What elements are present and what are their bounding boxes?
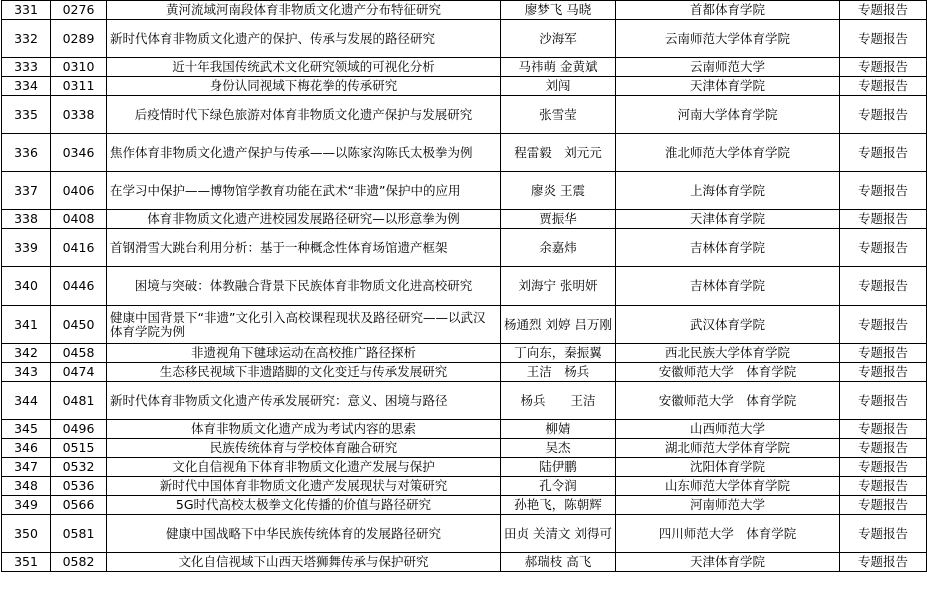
authors-cell: 贾振华 bbox=[501, 210, 616, 229]
authors-cell: 杨通烈 刘婷 吕万刚 bbox=[501, 306, 616, 344]
row-number-cell: 348 bbox=[2, 477, 51, 496]
paper-title-cell: 新时代体育非物质文化遗产的保护、传承与发展的路径研究 bbox=[107, 20, 501, 58]
row-number-cell: 337 bbox=[2, 172, 51, 210]
paper-code-cell: 0458 bbox=[51, 344, 107, 363]
row-number-cell: 346 bbox=[2, 439, 51, 458]
institution-cell: 西北民族大学体育学院 bbox=[616, 344, 840, 363]
row-number-cell: 335 bbox=[2, 96, 51, 134]
row-number-cell: 351 bbox=[2, 553, 51, 572]
table-row bbox=[2, 96, 927, 134]
report-type-cell: 专题报告 bbox=[840, 210, 927, 229]
institution-cell: 天津体育学院 bbox=[616, 553, 840, 572]
paper-code-cell: 0536 bbox=[51, 477, 107, 496]
report-table bbox=[1, 0, 927, 572]
institution-cell: 山东师范大学体育学院 bbox=[616, 477, 840, 496]
paper-title-cell: 体育非物质文化遗产进校园发展路径研究—以形意拳为例 bbox=[107, 210, 501, 229]
table-row bbox=[2, 420, 927, 439]
row-number-cell: 344 bbox=[2, 382, 51, 420]
authors-cell: 孙艳飞，陈朝辉 bbox=[501, 496, 616, 515]
report-type-cell: 专题报告 bbox=[840, 306, 927, 344]
paper-title-cell: 新时代中国体育非物质文化遗产发展现状与对策研究 bbox=[107, 477, 501, 496]
paper-code-cell: 0289 bbox=[51, 20, 107, 58]
authors-cell: 刘闯 bbox=[501, 77, 616, 96]
paper-code-cell: 0416 bbox=[51, 229, 107, 267]
paper-title-cell: 焦作体育非物质文化遗产保护与传承——以陈家沟陈氏太极拳为例 bbox=[107, 134, 501, 172]
table-row bbox=[2, 553, 927, 572]
paper-title-cell: 首钢滑雪大跳台利用分析：基于一种概念性体育场馆遗产框架 bbox=[107, 229, 501, 267]
table-row bbox=[2, 306, 927, 344]
authors-cell: 陆伊鹏 bbox=[501, 458, 616, 477]
report-type-cell: 专题报告 bbox=[840, 496, 927, 515]
paper-code-cell: 0346 bbox=[51, 134, 107, 172]
paper-code-cell: 0446 bbox=[51, 267, 107, 306]
authors-cell: 程雷毅 刘元元 bbox=[501, 134, 616, 172]
table-row bbox=[2, 496, 927, 515]
paper-title-cell: 文化自信视角下体育非物质文化遗产发展与保护 bbox=[107, 458, 501, 477]
paper-title-cell: 体育非物质文化遗产成为考试内容的思索 bbox=[107, 420, 501, 439]
paper-code-cell: 0450 bbox=[51, 306, 107, 344]
institution-cell: 上海体育学院 bbox=[616, 172, 840, 210]
authors-cell: 沙海军 bbox=[501, 20, 616, 58]
row-number-cell: 334 bbox=[2, 77, 51, 96]
institution-cell: 沈阳体育学院 bbox=[616, 458, 840, 477]
table-row bbox=[2, 344, 927, 363]
authors-cell: 柳婧 bbox=[501, 420, 616, 439]
row-number-cell: 342 bbox=[2, 344, 51, 363]
table-row bbox=[2, 58, 927, 77]
table-row bbox=[2, 20, 927, 58]
paper-code-cell: 0496 bbox=[51, 420, 107, 439]
paper-title-cell: 后疫情时代下绿色旅游对体育非物质文化遗产保护与发展研究 bbox=[107, 96, 501, 134]
institution-cell: 安徽师范大学 体育学院 bbox=[616, 363, 840, 382]
paper-code-cell: 0532 bbox=[51, 458, 107, 477]
paper-code-cell: 0276 bbox=[51, 1, 107, 20]
paper-title-cell: 在学习中保护——博物馆学教育功能在武术“非遗”保护中的应用 bbox=[107, 172, 501, 210]
paper-code-cell: 0515 bbox=[51, 439, 107, 458]
paper-title-cell: 新时代体育非物质文化遗产传承发展研究：意义、困境与路径 bbox=[107, 382, 501, 420]
report-type-cell: 专题报告 bbox=[840, 229, 927, 267]
report-type-cell: 专题报告 bbox=[840, 58, 927, 77]
paper-title-cell: 健康中国背景下“非遗”文化引入高校课程现状及路径研究——以武汉体育学院为例 bbox=[107, 306, 501, 344]
authors-cell: 田贞 关清文 刘得可 bbox=[501, 515, 616, 553]
table-row bbox=[2, 515, 927, 553]
authors-cell: 郝瑞枝 高飞 bbox=[501, 553, 616, 572]
paper-title-cell: 身份认同视域下梅花拳的传承研究 bbox=[107, 77, 501, 96]
report-type-cell: 专题报告 bbox=[840, 20, 927, 58]
paper-code-cell: 0338 bbox=[51, 96, 107, 134]
row-number-cell: 338 bbox=[2, 210, 51, 229]
paper-code-cell: 0481 bbox=[51, 382, 107, 420]
paper-code-cell: 0310 bbox=[51, 58, 107, 77]
authors-cell: 王洁 杨兵 bbox=[501, 363, 616, 382]
authors-cell: 张雪莹 bbox=[501, 96, 616, 134]
institution-cell: 云南师范大学 bbox=[616, 58, 840, 77]
institution-cell: 安徽师范大学 体育学院 bbox=[616, 382, 840, 420]
report-type-cell: 专题报告 bbox=[840, 553, 927, 572]
report-type-cell: 专题报告 bbox=[840, 458, 927, 477]
authors-cell: 刘海宁 张明妍 bbox=[501, 267, 616, 306]
report-type-cell: 专题报告 bbox=[840, 439, 927, 458]
institution-cell: 湖北师范大学体育学院 bbox=[616, 439, 840, 458]
report-type-cell: 专题报告 bbox=[840, 363, 927, 382]
report-type-cell: 专题报告 bbox=[840, 134, 927, 172]
paper-title-cell: 困境与突破：体教融合背景下民族体育非物质文化进高校研究 bbox=[107, 267, 501, 306]
institution-cell: 河南师范大学 bbox=[616, 496, 840, 515]
paper-code-cell: 0406 bbox=[51, 172, 107, 210]
authors-cell: 廖炎 王震 bbox=[501, 172, 616, 210]
row-number-cell: 345 bbox=[2, 420, 51, 439]
paper-code-cell: 0566 bbox=[51, 496, 107, 515]
institution-cell: 山西师范大学 bbox=[616, 420, 840, 439]
authors-cell: 余嘉炜 bbox=[501, 229, 616, 267]
table-row bbox=[2, 363, 927, 382]
row-number-cell: 336 bbox=[2, 134, 51, 172]
report-type-cell: 专题报告 bbox=[840, 344, 927, 363]
paper-title-cell: 健康中国战略下中华民族传统体育的发展路径研究 bbox=[107, 515, 501, 553]
table-row bbox=[2, 229, 927, 267]
institution-cell: 吉林体育学院 bbox=[616, 267, 840, 306]
row-number-cell: 350 bbox=[2, 515, 51, 553]
paper-title-cell: 文化自信视域下山西天塔狮舞传承与保护研究 bbox=[107, 553, 501, 572]
institution-cell: 淮北师范大学体育学院 bbox=[616, 134, 840, 172]
table-row bbox=[2, 267, 927, 306]
report-type-cell: 专题报告 bbox=[840, 267, 927, 306]
institution-cell: 武汉体育学院 bbox=[616, 306, 840, 344]
report-type-cell: 专题报告 bbox=[840, 382, 927, 420]
report-type-cell: 专题报告 bbox=[840, 477, 927, 496]
paper-title-cell: 民族传统体育与学校体育融合研究 bbox=[107, 439, 501, 458]
institution-cell: 四川师范大学 体育学院 bbox=[616, 515, 840, 553]
table-row bbox=[2, 134, 927, 172]
report-type-cell: 专题报告 bbox=[840, 1, 927, 20]
report-type-cell: 专题报告 bbox=[840, 96, 927, 134]
authors-cell: 丁向东，秦振翼 bbox=[501, 344, 616, 363]
authors-cell: 孔令润 bbox=[501, 477, 616, 496]
paper-code-cell: 0474 bbox=[51, 363, 107, 382]
report-type-cell: 专题报告 bbox=[840, 77, 927, 96]
report-type-cell: 专题报告 bbox=[840, 515, 927, 553]
authors-cell: 马祎萌 金黄斌 bbox=[501, 58, 616, 77]
authors-cell: 吴杰 bbox=[501, 439, 616, 458]
row-number-cell: 332 bbox=[2, 20, 51, 58]
institution-cell: 首都体育学院 bbox=[616, 1, 840, 20]
row-number-cell: 343 bbox=[2, 363, 51, 382]
table-row bbox=[2, 458, 927, 477]
institution-cell: 云南师范大学体育学院 bbox=[616, 20, 840, 58]
paper-code-cell: 0581 bbox=[51, 515, 107, 553]
paper-title-cell: 非遗视角下毽球运动在高校推广路径探析 bbox=[107, 344, 501, 363]
paper-code-cell: 0408 bbox=[51, 210, 107, 229]
institution-cell: 天津体育学院 bbox=[616, 77, 840, 96]
row-number-cell: 333 bbox=[2, 58, 51, 77]
row-number-cell: 349 bbox=[2, 496, 51, 515]
table-row bbox=[2, 210, 927, 229]
table-row bbox=[2, 439, 927, 458]
authors-cell: 廖梦飞 马晓 bbox=[501, 1, 616, 20]
institution-cell: 天津体育学院 bbox=[616, 210, 840, 229]
institution-cell: 吉林体育学院 bbox=[616, 229, 840, 267]
paper-title-cell: 5G时代高校太极拳文化传播的价值与路径研究 bbox=[107, 496, 501, 515]
authors-cell: 杨兵 王洁 bbox=[501, 382, 616, 420]
table-row bbox=[2, 382, 927, 420]
paper-title-cell: 近十年我国传统武术文化研究领域的可视化分析 bbox=[107, 58, 501, 77]
table-row bbox=[2, 172, 927, 210]
paper-code-cell: 0582 bbox=[51, 553, 107, 572]
table-row bbox=[2, 77, 927, 96]
table-row bbox=[2, 1, 927, 20]
report-type-cell: 专题报告 bbox=[840, 420, 927, 439]
row-number-cell: 331 bbox=[2, 1, 51, 20]
row-number-cell: 340 bbox=[2, 267, 51, 306]
paper-code-cell: 0311 bbox=[51, 77, 107, 96]
row-number-cell: 341 bbox=[2, 306, 51, 344]
paper-title-cell: 生态移民视域下非遗踏脚的文化变迁与传承发展研究 bbox=[107, 363, 501, 382]
paper-title-cell: 黄河流域河南段体育非物质文化遗产分布特征研究 bbox=[107, 1, 501, 20]
institution-cell: 河南大学体育学院 bbox=[616, 96, 840, 134]
table-row bbox=[2, 477, 927, 496]
report-type-cell: 专题报告 bbox=[840, 172, 927, 210]
row-number-cell: 347 bbox=[2, 458, 51, 477]
row-number-cell: 339 bbox=[2, 229, 51, 267]
